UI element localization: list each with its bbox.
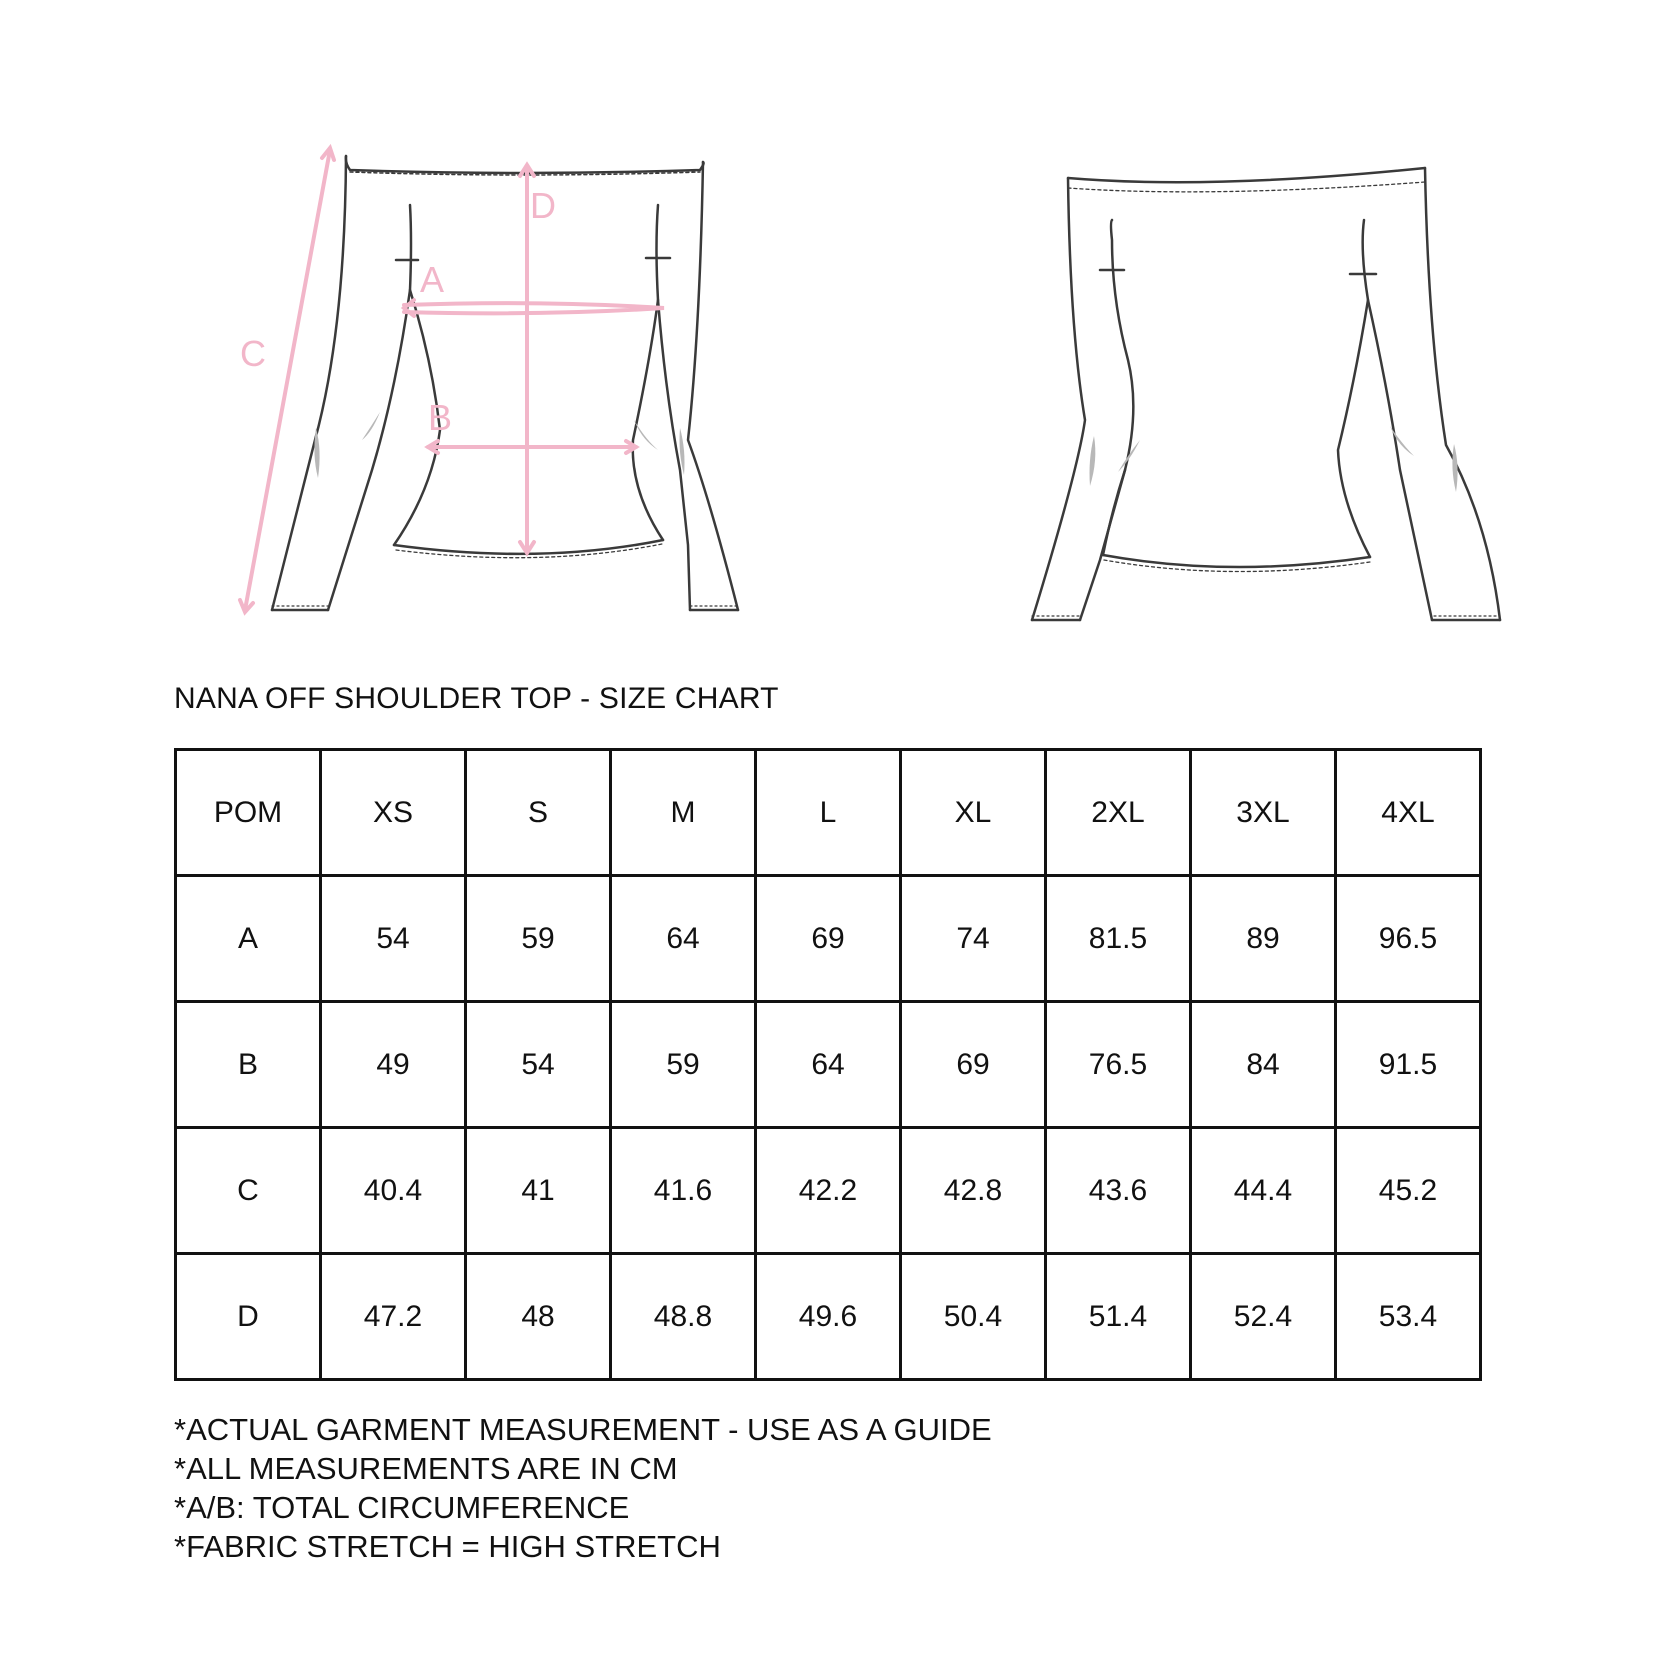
header-cell: 3XL — [1191, 750, 1336, 876]
table-cell: 69 — [901, 1002, 1046, 1128]
footnote-line: *ACTUAL GARMENT MEASUREMENT - USE AS A GUIDE — [174, 1412, 992, 1447]
table-cell: 48 — [466, 1254, 611, 1380]
table-cell: 91.5 — [1336, 1002, 1481, 1128]
table-cell: 96.5 — [1336, 876, 1481, 1002]
footnote-line: *ALL MEASUREMENTS ARE IN CM — [174, 1451, 678, 1486]
table-cell: 64 — [756, 1002, 901, 1128]
header-cell: 4XL — [1336, 750, 1481, 876]
table-cell: 50.4 — [901, 1254, 1046, 1380]
table-cell: 47.2 — [321, 1254, 466, 1380]
size-chart-title: NANA OFF SHOULDER TOP - SIZE CHART — [174, 682, 779, 715]
table-row — [176, 876, 1481, 1002]
size-table — [174, 748, 1482, 1381]
table-cell: 74 — [901, 876, 1046, 1002]
table-cell: 51.4 — [1046, 1254, 1191, 1380]
table-cell: 59 — [611, 1002, 756, 1128]
table-cell: 53.4 — [1336, 1254, 1481, 1380]
table-cell: D — [176, 1254, 321, 1380]
label-c: C — [240, 333, 266, 374]
header-cell: S — [466, 750, 611, 876]
header-cell: M — [611, 750, 756, 876]
front-view-sketch — [272, 156, 738, 610]
table-cell: A — [176, 876, 321, 1002]
footnote-line: *FABRIC STRETCH = HIGH STRETCH — [174, 1529, 721, 1564]
table-cell: 89 — [1191, 876, 1336, 1002]
table-cell: 69 — [756, 876, 901, 1002]
table-cell: C — [176, 1128, 321, 1254]
table-cell: 43.6 — [1046, 1128, 1191, 1254]
table-cell: 49.6 — [756, 1254, 901, 1380]
footnote-line: *A/B: TOTAL CIRCUMFERENCE — [174, 1490, 630, 1525]
table-cell: 64 — [611, 876, 756, 1002]
table-cell: 41.6 — [611, 1128, 756, 1254]
table-cell: 84 — [1191, 1002, 1336, 1128]
footnotes — [174, 1410, 992, 1566]
garment-diagram — [0, 0, 1664, 700]
table-cell: 52.4 — [1191, 1254, 1336, 1380]
table-cell: 44.4 — [1191, 1128, 1336, 1254]
table-cell: 54 — [466, 1002, 611, 1128]
header-cell: L — [756, 750, 901, 876]
table-cell: B — [176, 1002, 321, 1128]
table-row — [176, 1254, 1481, 1380]
label-a: A — [420, 259, 445, 300]
table-cell: 42.2 — [756, 1128, 901, 1254]
header-cell: XL — [901, 750, 1046, 876]
table-cell: 48.8 — [611, 1254, 756, 1380]
table-cell: 81.5 — [1046, 876, 1191, 1002]
header-cell: POM — [176, 750, 321, 876]
table-cell: 40.4 — [321, 1128, 466, 1254]
table-row — [176, 1002, 1481, 1128]
measurement-lines — [240, 148, 664, 612]
back-view-sketch — [1032, 168, 1500, 620]
header-cell: XS — [321, 750, 466, 876]
table-cell: 45.2 — [1336, 1128, 1481, 1254]
table-cell: 59 — [466, 876, 611, 1002]
header-cell: 2XL — [1046, 750, 1191, 876]
table-cell: 49 — [321, 1002, 466, 1128]
table-cell: 54 — [321, 876, 466, 1002]
table-header-row — [176, 750, 1481, 876]
table-row — [176, 1128, 1481, 1254]
label-d: D — [530, 185, 556, 226]
table-cell: 42.8 — [901, 1128, 1046, 1254]
table-cell: 41 — [466, 1128, 611, 1254]
table-cell: 76.5 — [1046, 1002, 1191, 1128]
label-b: B — [428, 397, 453, 438]
